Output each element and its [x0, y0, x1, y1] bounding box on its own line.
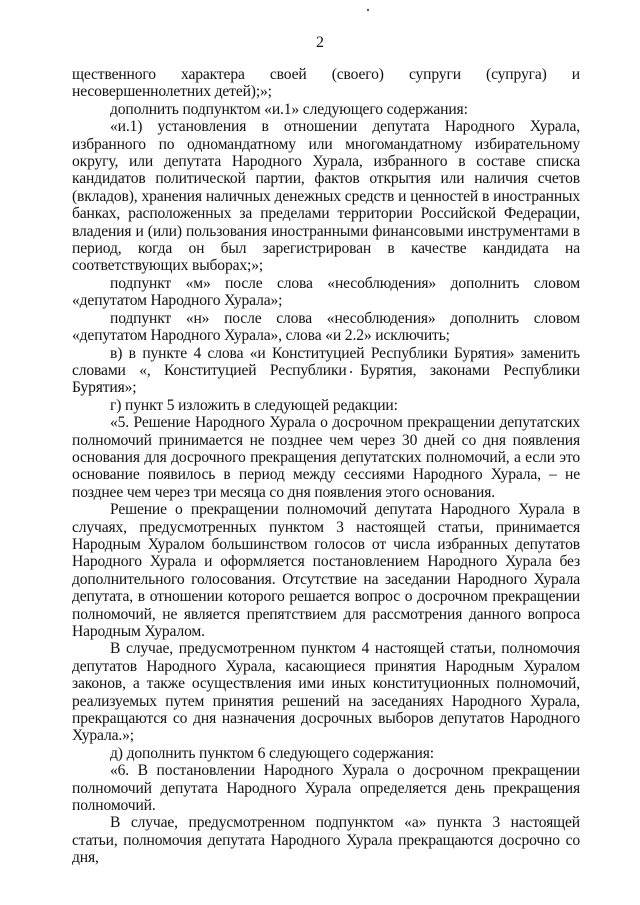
page-number: 2 [316, 34, 324, 51]
paragraph: подпункт «м» после слова «несоблюдения» дополнить словом «депутатом Народного Хурала»; [72, 274, 580, 310]
paragraph: г) пункт 5 изложить в следующей редакции: [110, 396, 398, 414]
scan-speck [367, 9, 369, 11]
paragraph: В случае, предусмотренном пунктом 4 настоящей статьи, полномочия депутатов Народного Хурала, касающиеся принятия Народным Хуралом законов, а также осуществления ими иных конституционных полномочий, реализуемых путем принятия решений на заседаниях Народного Хурала, прекращаются со дня назначения досрочных выборов депутатов Народного Хурала.»; [72, 640, 580, 745]
paragraph: «5. Решение Народного Хурала о досрочном прекращении депутатских полномочий принимается не позднее чем через 30 дней со дня появления основания для досрочного прекращения депутатских полномочий, а если это основание появилось в период между сессиями Народного Хурала, – не позднее чем через три месяца со дня появления этого основания. [72, 414, 580, 501]
paragraph: Решение о прекращении полномочий депутата Народного Хурала в случаях, предусмотренных пунктом 3 настоящей статьи, принимается Народным Хуралом большинством голосов от числа избранных депутатов Народного Хурала и оформляется постановлением Народного Хурала без дополнительного голосования. Отсутствие на заседании Народного Хурала депутата, в отношении которого решается вопрос о досрочном прекращении полномочий, не является препятствием для рассмотрения данного вопроса Народным Хуралом. [72, 501, 580, 640]
paragraph: В случае, предусмотренном подпунктом «а» пункта 3 настоящей статьи, полномочия депутата Народного Хурала прекращаются досрочно со дня, [72, 814, 580, 867]
paragraph: «6. В постановлении Народного Хурала о досрочном прекращении полномочий депутата Народного Хурала определяется день прекращения полномочий. [72, 762, 580, 815]
paragraph: в) в пункте 4 слова «и Конституцией Республики Бурятия» заменить словами «, Конституцией Республики Бурятия, законами Республики Бурятия»; [72, 344, 580, 397]
paragraph: подпункт «н» после слова «несоблюдения» дополнить словом «депутатом Народного Хурала», слова «и 2.2» исключить; [72, 309, 580, 345]
document-body [72, 66, 580, 867]
paragraph: д) дополнить пунктом 6 следующего содержания: [110, 744, 434, 762]
paragraph: «и.1) установления в отношении депутата Народного Хурала, избранного по одномандатному или многомандатному избирательному округу, или депутата Народного Хурала, избранного в составе списка кандидатов политической партии, фактов открытия или наличия счетов (вкладов), хранения наличных денежных средств и ценностей в иностранных банках, расположенных за пределами территории Российской Федерации, владения и (или) пользования иностранными финансовыми инструментами в период, когда он был зарегистрирован в качестве кандидата на соответствующих выборах;»; [72, 118, 580, 275]
paragraph-continuation: щественного характера своей (своего) супруги (супруга) и несовершеннолетних детей);»; [72, 66, 580, 101]
paragraph: дополнить подпунктом «и.1» следующего содержания: [110, 100, 468, 118]
